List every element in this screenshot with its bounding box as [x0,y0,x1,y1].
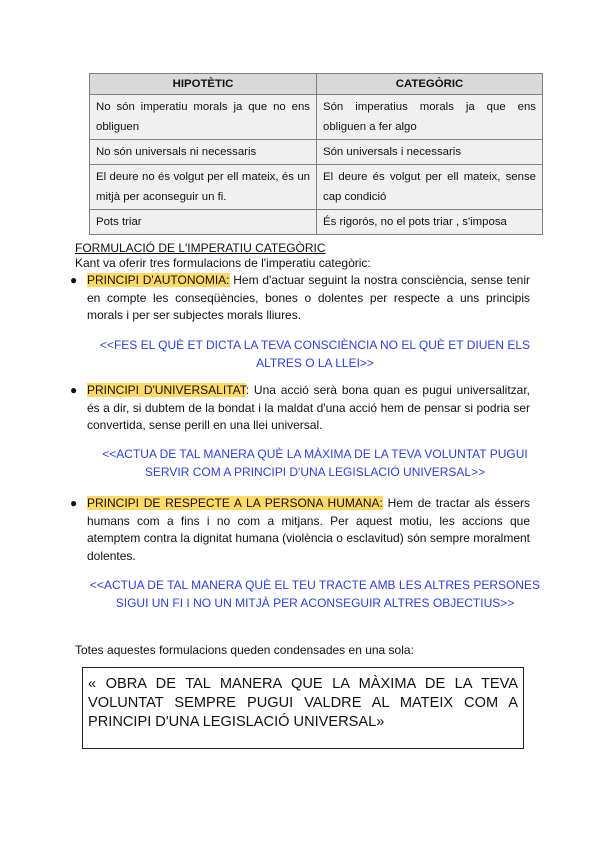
list-item [70,495,530,565]
table-row [90,210,543,235]
table-header-row [90,74,543,95]
header-hipotetic: HIPOTÈTIC [90,74,317,95]
highlighted-term: PRINCIPI D'UNIVERSALITAT [87,383,246,397]
table-cell: Són universals i necessaris [317,140,543,165]
table-row [90,165,543,210]
list-item [70,382,530,435]
bullet-icon: ● [70,273,78,287]
highlighted-term: PRINCIPI DE RESPECTE A LA PERSONA HUMANA: [87,496,383,510]
table-cell: No són universals ni necessaris [90,140,317,165]
summary-text: Totes aquestes formulacions queden condensades en una sola: [75,643,414,657]
table-cell: Són imperatius morals ja que ens obliguen a fer algo [317,95,543,140]
section-intro: Kant va oferir tres formulacions de l'imperatiu categòric: [75,256,371,270]
table-cell: No són imperatiu morals ja que no ens obliguen [90,95,317,140]
bullet-description: : Una acció serà bona quan es pugui universalitzar, és a dir, si dubtem de la bondat i la maldat d'una acció hem de pensar si podria ser convertida, sense perill en una llei universal. [87,383,530,432]
highlighted-term: PRINCIPI D'AUTONOMIA: [87,273,230,287]
bullet-icon: ● [70,496,78,510]
section-heading: FORMULACIÓ DE L'IMPERATIU CATEGÒRIC [75,241,326,255]
table-row [90,95,543,140]
comparison-table [89,73,543,235]
list-item-text [87,272,530,325]
principle-quote: <<ACTUA DE TAL MANERA QUÈ LA MÀXIMA DE LA TEVA VOLUNTAT PUGUI SERVIR COM A PRINCIPI D'UNA LEGISLACIÓ UNIVERSAL>> [102,447,528,479]
table-row [90,140,543,165]
list-item [70,272,530,325]
bullet-icon: ● [70,383,78,397]
table-cell: El deure no és volgut per ell mateix, és un mitjà per aconseguir un fi. [90,165,317,210]
list-item-text [87,495,530,565]
table-cell: Pots triar [90,210,317,235]
principle-quote: <<FES EL QUÈ ET DICTA LA TEVA CONSCIÈNCIA NO EL QUÈ ET DIUEN ELS ALTRES O LA LLEI>> [99,338,531,370]
boxed-quote: « OBRA DE TAL MANERA QUE LA MÀXIMA DE LA TEVA VOLUNTAT SEMPRE PUGUI VALDRE AL MATEIX COM A PRINCIPI D'UNA LEGISLACIÓ UNIVERSAL» [82,667,524,749]
bullet-description: Hem d'actuar seguint la nostra consciència, sense tenir en compte les conseqüències, bones o dolentes per respecte a uns principis morals i per ser subjectes morals lliures. [87,273,530,322]
principle-quote: <<ACTUA DE TAL MANERA QUÈ EL TEU TRACTE AMB LES ALTRES PERSONES SIGUI UN FI I NO UN MITJÀ PER ACONSEGUIR ALTRES OBJECTIUS>> [89,578,541,610]
bullet-description: Hem de tractar als éssers humans com a fins i no com a mitjans. Per aquest motiu, les accions que atemptem contra la dignitat humana (violència o esclavitud) són sempre moralment dolentes. [87,496,530,563]
list-item-text [87,382,530,435]
table-cell: El deure és volgut per ell mateix, sense cap condició [317,165,543,210]
table-cell: És rigorós, no el pots triar , s'imposa [317,210,543,235]
header-categoric: CATEGÒRIC [317,74,543,95]
